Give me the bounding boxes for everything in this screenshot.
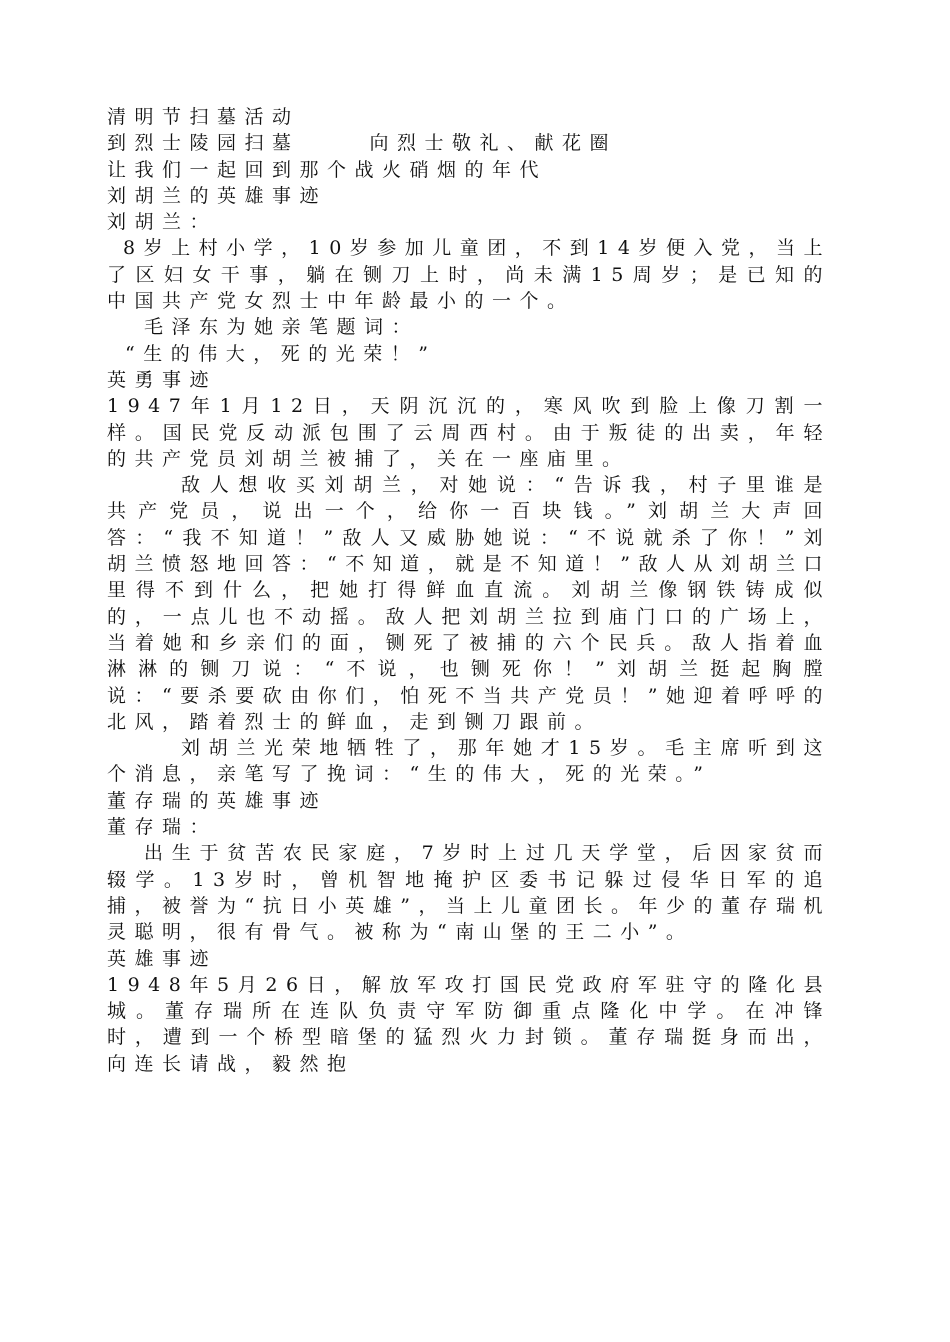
document-body: [107, 104, 831, 1077]
section2-deeds-paragraph-1: 1948年5月26日，解放军攻打国民党政府军驻守的隆化县城。董存瑞所在连队负责守军防御重点隆化中学。在冲锋时，遭到一个桥型暗堡的猛烈火力封锁。董存瑞挺身而出，向连长请战，毅然抱: [107, 973, 831, 1075]
document-title: 清明节扫墓活动: [107, 106, 300, 128]
section1-inscription: “生的伟大，死的光荣！”: [125, 342, 437, 365]
section2-deeds-title: 英雄事迹: [107, 947, 218, 970]
activity-line: [107, 130, 831, 156]
section2-name: 董存瑞：: [107, 816, 218, 839]
section1-inscription-lead: 毛泽东为她亲笔题词：: [144, 316, 420, 339]
section1-deeds-paragraph-1: 1947年1月12日，天阴沉沉的，寒风吹到脸上像刀割一样。国民党反动派包围了云周西村。由于叛徒的出卖，年轻的共产党员刘胡兰被捕了，关在一座庙里。: [107, 395, 831, 470]
activity-part-b: 向烈士敬礼、献花圈: [369, 132, 618, 155]
intro-line: 让我们一起回到那个战火硝烟的年代: [107, 158, 548, 181]
section1-deeds-title: 英勇事迹: [107, 368, 218, 391]
section1-deeds-paragraph-2: 敌人想收买刘胡兰，对她说：“告诉我，村子里谁是共产党员，说出一个，给你一百块钱。”刘胡兰大声回答：“我不知道！”敌人又威胁她说：“不说就杀了你！”刘胡兰愤怒地回答：“不知道，就是不知道！”敌人从刘胡兰口里得不到什么，把她打得鲜血直流。刘胡兰像钢铁铸成似的，一点儿也不动摇。敌人把刘胡兰拉到庙门口的广场上，当着她和乡亲们的面，铡死了被捕的六个民兵。敌人指着血淋淋的铡刀说：“不说，也铡死你！”刘胡兰挺起胸膛说：“要杀要砍由你们，怕死不当共产党员！”她迎着呼呼的北风，踏着烈士的鲜血，走到铡刀跟前。: [107, 474, 831, 733]
section1-intro: 8岁上村小学，10岁参加儿童团，不到14岁便入党，当上了区妇女干事，躺在铡刀上时，尚未满15周岁；是已知的中国共产党女烈士中年龄最小的一个。: [107, 237, 831, 313]
activity-part-a: 到烈士陵园扫墓: [107, 132, 300, 155]
section1-title: 刘胡兰的英雄事迹: [107, 184, 328, 207]
section1-deeds-paragraph-3: 刘胡兰光荣地牺牲了，那年她才15岁。毛主席听到这个消息，亲笔写了挽词：“生的伟大，死的光荣。”: [107, 737, 831, 786]
section2-intro: 出生于贫苦农民家庭，7岁时上过几天学堂，后因家贫而辍学。13岁时，曾机智地掩护区委书记躲过侵华日军的追捕，被誉为“抗日小英雄”，当上儿童团长。年少的董存瑞机灵聪明，很有骨气。被称为“南山堡的王二小”。: [107, 842, 831, 944]
section1-name: 刘胡兰：: [107, 211, 218, 234]
section2-title: 董存瑞的英雄事迹: [107, 789, 328, 812]
